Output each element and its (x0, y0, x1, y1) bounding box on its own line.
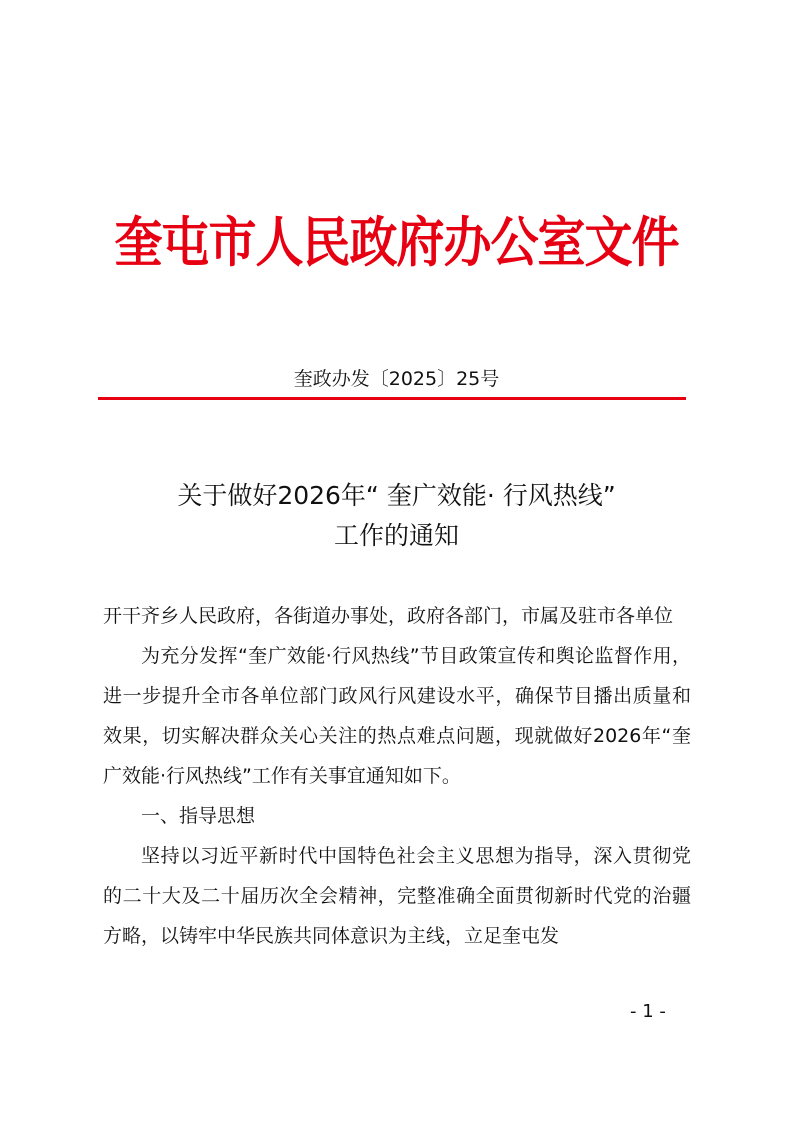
notice-title (0, 476, 793, 556)
page-number: - 1 - (630, 1001, 666, 1022)
paragraph-intro: 为充分发挥“奎广效能·行风热线”节目政策宣传和舆论监督作用，进一步提升全市各单位部门政风行风建设水平，确保节目播出质量和效果，切实解决群众关心关注的热点难点问题，现就做好2026年“奎广效能·行风热线”工作有关事宜通知如下。 (103, 645, 691, 787)
paragraph-guiding-ideology: 坚持以习近平新时代中国特色社会主义思想为指导，深入贯彻党的二十大及二十届历次全会精神，完整准确全面贯彻新时代党的治疆方略，以铸牢中华民族共同体意识为主线，立足奎屯发 (103, 845, 691, 947)
document-body (103, 596, 691, 956)
document-number: 奎政办发〔2025〕25号 (293, 368, 500, 390)
masthead-title: 奎屯市人民政府办公室文件 (114, 211, 679, 275)
section-heading-guiding-ideology: 一、指导思想 (141, 805, 256, 827)
red-separator-line (98, 397, 686, 400)
notice-title-line-1: 关于做好2026年“ 奎广效能· 行风热线” (177, 481, 616, 510)
notice-title-line-2: 工作的通知 (333, 521, 459, 550)
addressee: 开干齐乡人民政府，各街道办事处，政府各部门，市属及驻市各单位 (103, 605, 674, 627)
